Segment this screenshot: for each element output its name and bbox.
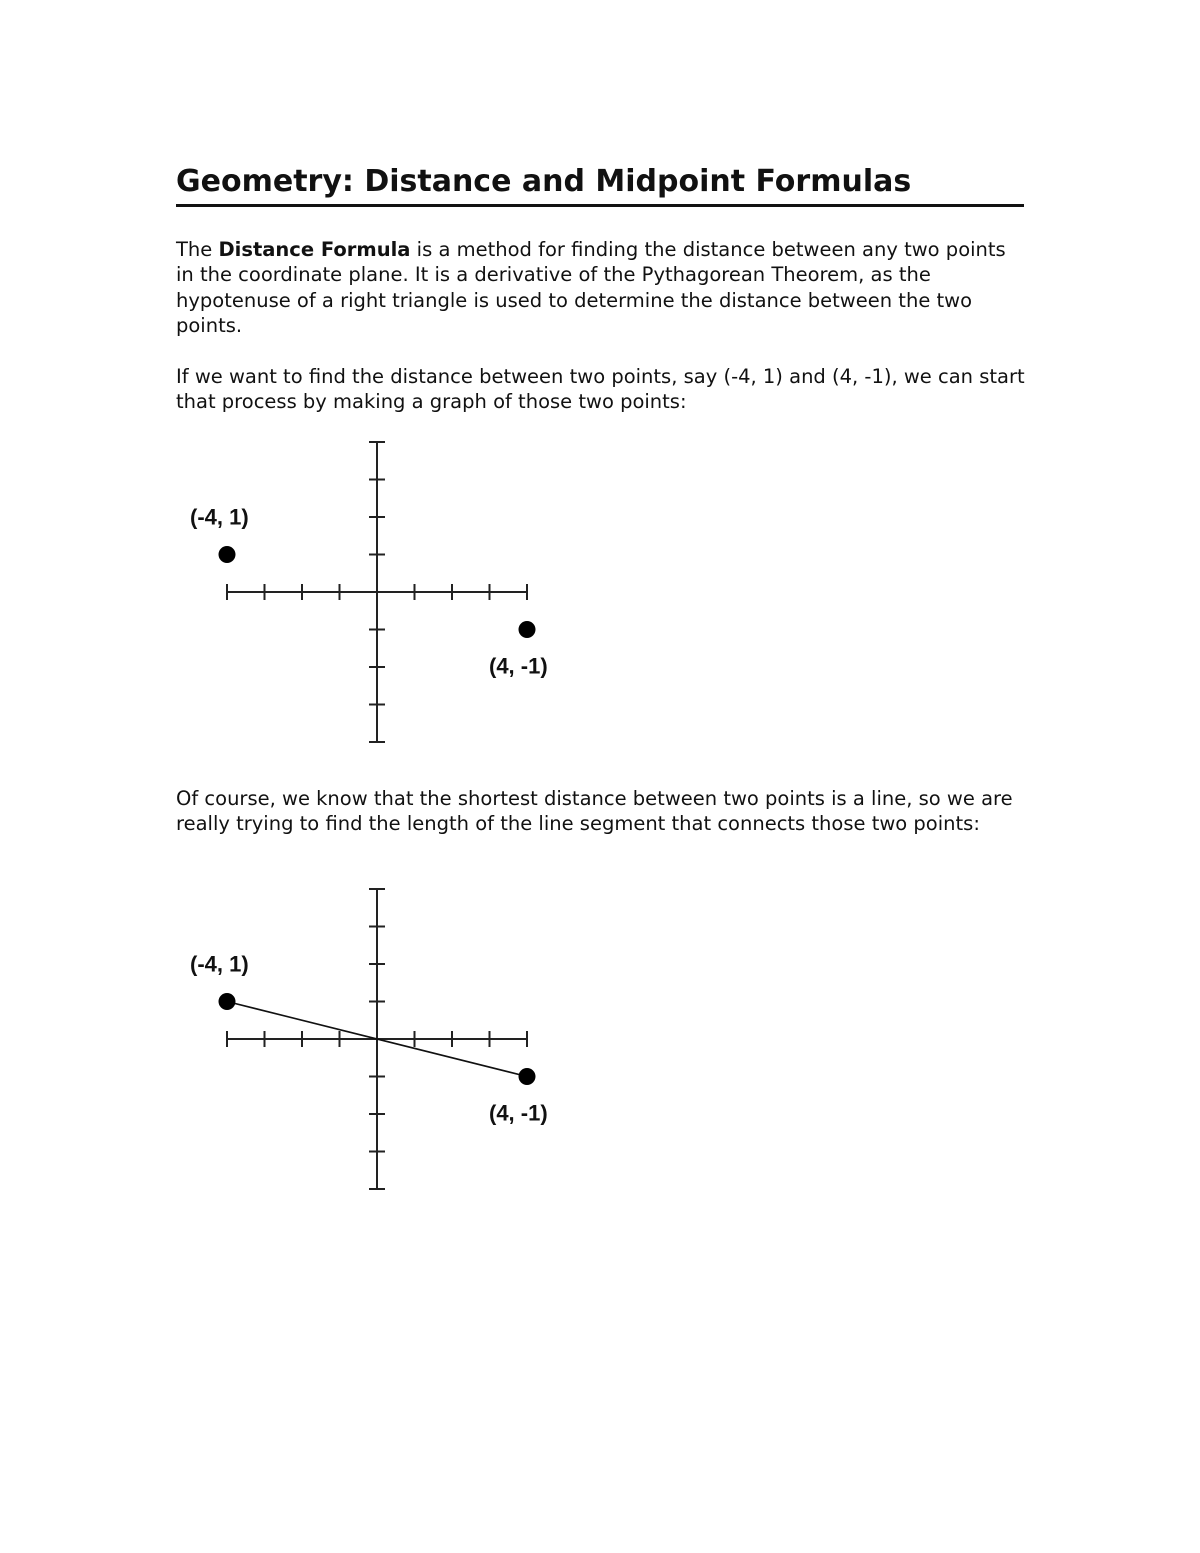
page-title: Geometry: Distance and Midpoint Formulas — [176, 160, 1024, 207]
point-marker — [219, 993, 236, 1010]
graph-segment — [176, 877, 576, 1207]
term-distance-formula: Distance Formula — [218, 238, 411, 261]
point-label: (4, -1) — [489, 1100, 548, 1126]
point-label: (4, -1) — [489, 653, 548, 679]
graph-points — [176, 430, 576, 760]
paragraph-body-text: is a method for finding the distance between any two points in the coordinate plane. It is a derivative of the Pythagorean Theorem, as the hypotenuse of a right triangle is used to determine the distance between the two points. — [176, 238, 1006, 337]
point-marker — [519, 621, 536, 638]
point-marker — [219, 546, 236, 563]
coordinate-plane-segment — [176, 877, 576, 1207]
point-marker — [519, 1068, 536, 1085]
coordinate-plane-points — [176, 430, 576, 760]
point-label: (-4, 1) — [190, 504, 249, 530]
paragraph-example-points: If we want to find the distance between two points, say (-4, 1) and (4, -1), we can start that process by making a graph of those two points: — [176, 365, 1025, 414]
point-label: (-4, 1) — [190, 951, 249, 977]
paragraph-distance-formula — [176, 237, 1026, 338]
paragraph-intro-text: The — [176, 238, 219, 261]
paragraph-line-segment: Of course, we know that the shortest distance between two points is a line, so we are really trying to find the length of the line segment that connects those two points: — [176, 787, 1013, 836]
